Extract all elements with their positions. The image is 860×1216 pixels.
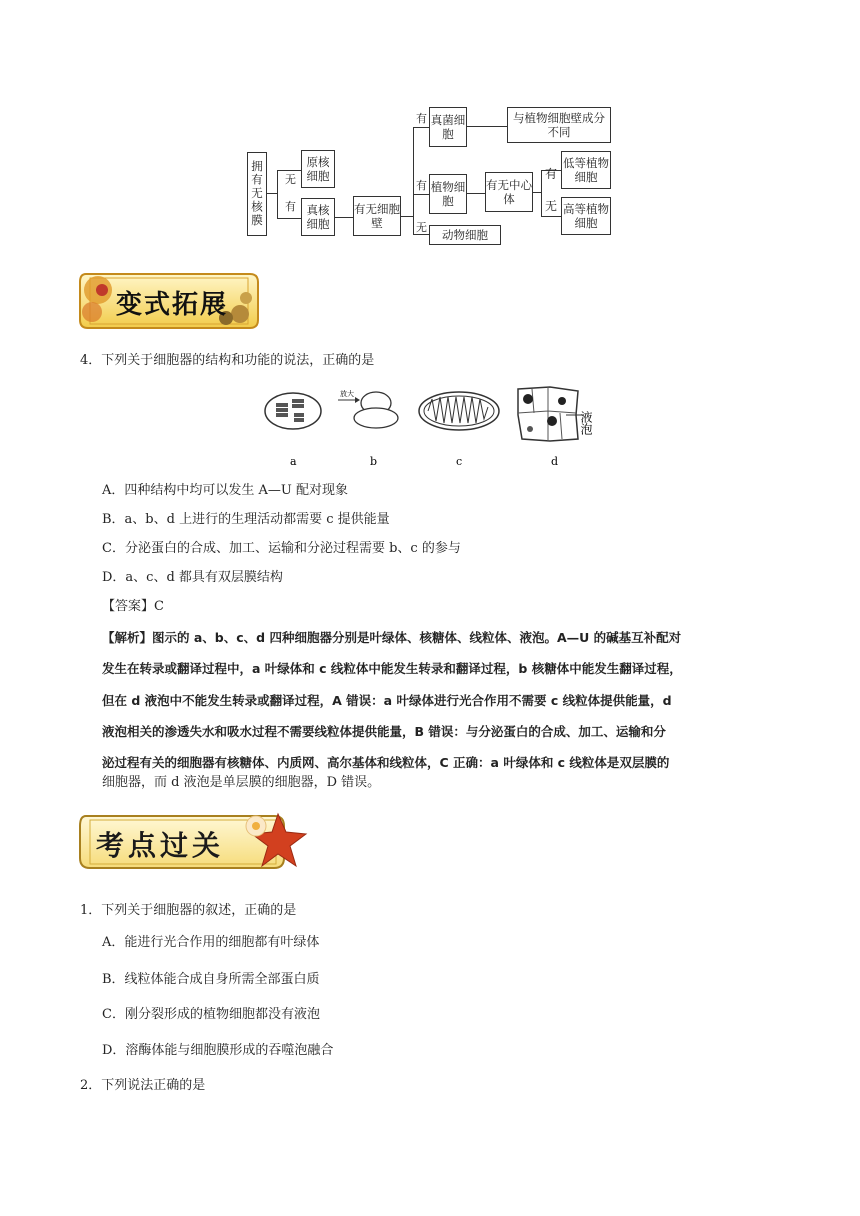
flow-prokaryote: 原核细胞 (301, 150, 335, 188)
mitochondrion-icon (419, 392, 499, 430)
flow-animal: 动物细胞 (429, 225, 501, 245)
banner-checkpoint-title: 考点过关 (96, 829, 225, 862)
flow-higher-plant: 高等植物细胞 (561, 197, 611, 235)
q1-option-a: A．能进行光合作用的细胞都有叶绿体 (102, 935, 320, 950)
flow-eukaryote: 真核细胞 (301, 198, 335, 236)
flow-fungi-note: 与植物细胞壁成分不同 (507, 107, 611, 143)
magnify-label: 放大 (340, 390, 354, 398)
q4-option-d: D．a、c、d 都具有双层膜结构 (102, 570, 283, 585)
flow-lower-plant: 低等植物细胞 (561, 151, 611, 189)
q4-analysis-line-4: 液泡相关的渗透失水和吸水过程不需要线粒体提供能量，B 错误：与分泌蛋白的合成、加工、运输和分 (102, 724, 666, 739)
q4-analysis-line-6: 细胞器，而 d 液泡是单层膜的细胞器，D 错误。 (102, 775, 381, 790)
flow-label-yes: 有 (285, 200, 296, 213)
vacuole-label: 液泡 (579, 411, 593, 435)
label-a: a (290, 455, 297, 468)
vacuole-cells-icon (518, 387, 584, 441)
label-b: b (370, 455, 378, 468)
banner-checkpoint (78, 806, 310, 874)
q4-analysis-line-5: 泌过程有关的细胞器有核糖体、内质网、高尔基体和线粒体，C 正确：a 叶绿体和 c 线粒体是双层膜的 (102, 755, 670, 770)
q1-option-d: D．溶酶体能与细胞膜形成的吞噬泡融合 (102, 1043, 334, 1058)
flow-label-wall-yes-2: 有 (416, 179, 427, 192)
ribosome-icon (338, 389, 398, 428)
flow-plant: 植物细胞 (429, 174, 467, 214)
q4-analysis-line-3: 但在 d 液泡中不能发生转录或翻译过程，A 错误：a 叶绿体进行光合作用不需要 c 线粒体提供能量，d (102, 693, 672, 708)
q4-option-c: C．分泌蛋白的合成、加工、运输和分泌过程需要 b、c 的参与 (102, 541, 461, 556)
banner-variant-extension-title: 变式拓展 (116, 290, 229, 320)
flow-centrosome: 有无中心体 (485, 172, 533, 212)
q1-option-c: C．刚分裂形成的植物细胞都没有液泡 (102, 1007, 320, 1022)
flow-label-wall-yes: 有 (416, 112, 427, 125)
organelle-figure (260, 385, 600, 471)
chloroplast-icon (265, 393, 321, 429)
q4-option-b: B．a、b、d 上进行的生理活动都需要 c 提供能量 (102, 512, 390, 527)
q4-answer: 【答案】C (102, 599, 164, 614)
q2-stem: 2．下列说法正确的是 (80, 1078, 206, 1093)
flow-fungi: 真菌细胞 (429, 107, 467, 147)
label-c: c (456, 455, 463, 468)
label-d: d (551, 455, 559, 468)
q1-stem: 1．下列关于细胞器的叙述，正确的是 (80, 903, 297, 918)
q4-analysis-line-2: 发生在转录或翻译过程中，a 叶绿体和 c 线粒体中能发生转录和翻译过程，b 核糖体中能发生翻译过程， (102, 661, 682, 676)
q4-analysis-line-1: 【解析】图示的 a、b、c、d 四种细胞器分别是叶绿体、核糖体、线粒体、液泡。A—U 的碱基互补配对 (102, 630, 682, 645)
organelle-diagram (260, 385, 600, 471)
flow-label-cent-yes: 有 (545, 167, 558, 181)
flow-label-cent-no: 无 (545, 199, 558, 213)
banner-variant-extension (76, 268, 262, 334)
flow-has-wall: 有无细胞壁 (353, 196, 401, 236)
flow-label-no: 无 (285, 173, 296, 186)
q1-option-b: B．线粒体能合成自身所需全部蛋白质 (102, 972, 320, 987)
q4-option-a: A．四种结构中均可以发生 A—U 配对现象 (102, 483, 348, 498)
q4-stem: 4．下列关于细胞器的结构和功能的说法，正确的是 (80, 353, 375, 368)
flowchart (0, 0, 860, 250)
flow-label-wall-no: 无 (416, 221, 427, 234)
flow-root: 拥有无核膜 (247, 152, 267, 236)
